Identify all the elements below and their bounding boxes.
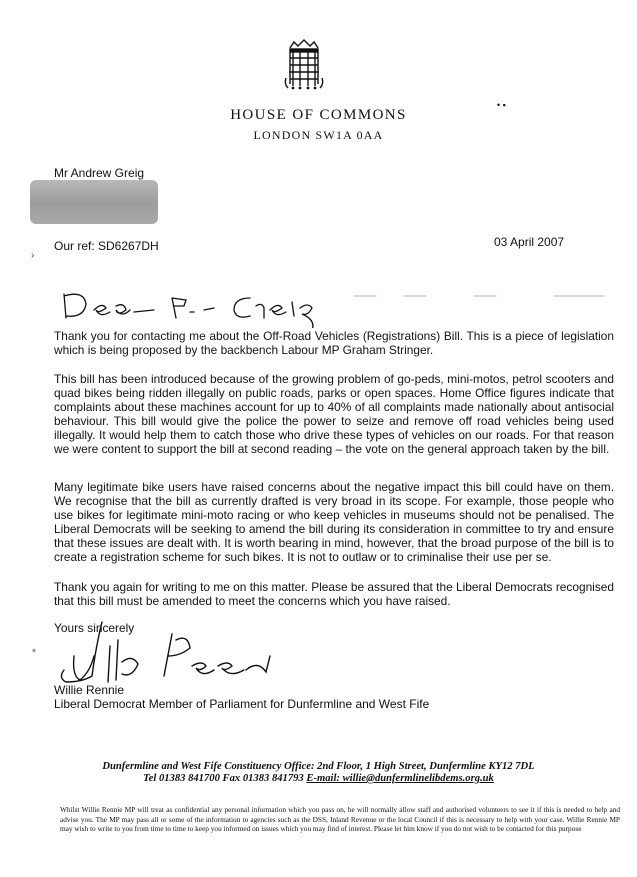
handwritten-salutation xyxy=(54,288,614,328)
recipient-name: Mr Andrew Greig xyxy=(54,166,145,180)
portcullis-crest-icon xyxy=(284,38,324,90)
margin-mark: › xyxy=(31,250,35,261)
phone-fax: Tel 01383 841700 Fax 01383 841793 xyxy=(143,773,304,784)
paragraph-purpose: This bill has been introduced because of the growing problem of go-peds, mini-motos, petrol scooters and quad bikes being ridden illegally on public roads, parks or open spaces. Home Office figures indicate that complaints about these machines account for up to 40% of all complaints made nationally about antisocial behaviour. This bill would give the police the power to seize and remove off road vehicles being used illegally. It would help them to catch those who drive these types of vehicles on our roads. For that reason we were content to support the bill at second reading – the vote on the general approach taken by the bill. xyxy=(54,372,614,457)
redacted-address-block xyxy=(30,180,158,224)
constituency-office-contact xyxy=(0,773,637,784)
letterhead-address: LONDON SW1A 0AA xyxy=(253,128,384,142)
margin-mark: ⁎ xyxy=(32,645,36,654)
email-link[interactable]: E-mail: willie@dunfermlinelibdems.org.uk xyxy=(306,773,494,784)
closing-phrase: Yours sincerely xyxy=(54,621,135,635)
constituency-office-address: Dunfermline and West Fife Constituency Office: 2nd Floor, 1 High Street, Dunfermline KY12 7DL xyxy=(102,761,535,772)
letterhead-institution: HOUSE OF COMMONS xyxy=(230,107,407,123)
letter-date: 03 April 2007 xyxy=(494,235,565,249)
paragraph-concerns: Many legitimate bike users have raised concerns about the negative impact this bill could have on them. We recognise that the bill as currently drafted is very broad in its scope. For example, those people who use bikes for legitimate mini-moto racing or who keep vehicles in museums should not be penalised. The Liberal Democrats will be seeking to amend the bill during its consideration in committee to try and ensure that these issues are dealt with. It is worth bearing in mind, however, that the broad purpose of the bill is to create a registration scheme for such bikes. It is not to outlaw or to criminalise their use per se. xyxy=(54,480,614,565)
scan-speck: • ▪ xyxy=(497,100,506,110)
signer-name: Willie Rennie xyxy=(54,683,125,697)
paragraph-intro: Thank you for contacting me about the Off-Road Vehicles (Registrations) Bill. This is a piece of legislation which is being proposed by the backbench Labour MP Graham Stringer. xyxy=(54,329,614,358)
paragraph-closing: Thank you again for writing to me on this matter. Please be assured that the Liberal Democrats recognised that this bill must be amended to meet the concerns which you have raised. xyxy=(54,580,614,609)
signer-role: Liberal Democrat Member of Parliament for Dunfermline and West Fife xyxy=(54,697,430,711)
our-reference: Our ref: SD6267DH xyxy=(54,239,159,253)
privacy-notice: Whilst Willie Rennie MP will treat as confidential any personal information which you pass on, he will normally allow staff and authorised volunteers to see it if this is needed to help and advise you. The MP may pass all or some of the information to agencies such as the DSS, Inland Revenue or the local Council if this is necessary to help with your case. Willie Rennie MP may wish to write to you from time to time to keep you informed on issues which you may find of interest. Please let him know if you do not wish to be contacted for this purpose xyxy=(60,805,620,834)
